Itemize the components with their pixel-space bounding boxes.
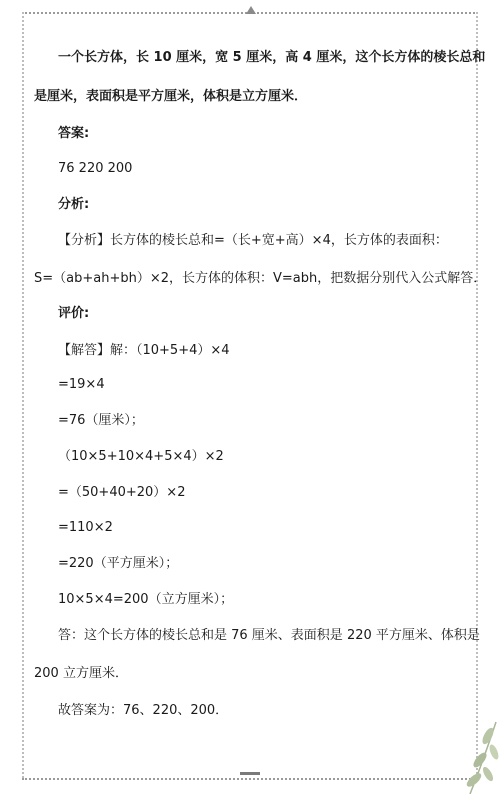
solution-step: 10×5×4=200（立方厘米）； xyxy=(58,592,234,607)
solution-step: =110×2 xyxy=(58,520,113,535)
solution-step: 【解答】解：（10+5+4）×4 xyxy=(58,343,230,358)
analysis-line-2: S=（ab+ah+bh）×2，长方体的体积：V=abh，把数据分别代入公式解答． xyxy=(34,271,487,286)
solution-step: =76（厘米）； xyxy=(58,413,144,428)
leaf-decoration-icon xyxy=(430,714,500,794)
solution-step: =19×4 xyxy=(58,377,105,392)
analysis-line-1: 【分析】长方体的棱长总和=（长+宽+高）×4，长方体的表面积： xyxy=(58,233,448,248)
solution-step: =220（平方厘米）； xyxy=(58,556,179,571)
final-answer: 故答案为：76、220、200． xyxy=(58,703,229,718)
solution-step: =（50+40+20）×2 xyxy=(58,485,186,500)
page-border-bottom xyxy=(22,778,478,780)
answer-value: 76 220 200 xyxy=(58,161,133,176)
border-bottom-ornament xyxy=(240,772,260,775)
answer-heading: 答案: xyxy=(58,126,90,141)
question-line-2: 是厘米，表面积是平方厘米，体积是立方厘米． xyxy=(34,89,308,104)
conclusion-line-1: 答：这个长方体的棱长总和是 76 厘米、表面积是 220 平方厘米、体积是 xyxy=(58,628,480,643)
border-top-ornament xyxy=(246,6,256,14)
conclusion-line-2: 200 立方厘米． xyxy=(34,666,128,681)
solution-step: （10×5+10×4+5×4）×2 xyxy=(58,449,224,464)
question-line-1: 一个长方体，长 10 厘米，宽 5 厘米，高 4 厘米，这个长方体的棱长总和 xyxy=(58,50,486,65)
analysis-heading: 分析: xyxy=(58,197,90,212)
review-heading: 评价: xyxy=(58,306,90,321)
